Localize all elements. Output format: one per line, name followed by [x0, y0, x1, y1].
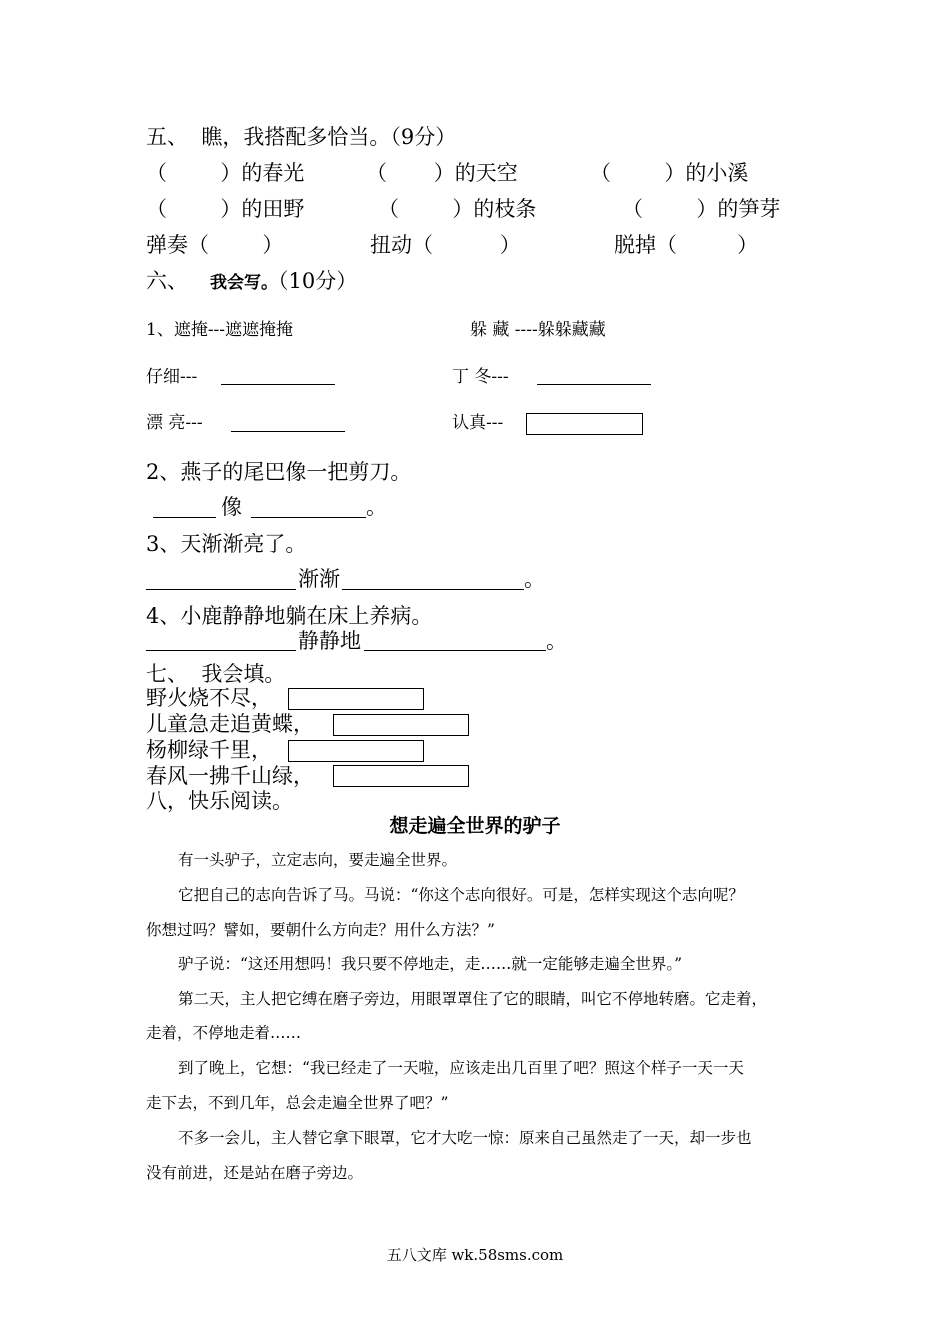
q2-blank-right[interactable] [251, 517, 366, 518]
poem-box-1[interactable] [288, 688, 424, 710]
collocation-6: （ ）的笋芽 [622, 197, 781, 221]
q2-end: 。 [366, 495, 387, 519]
section6-heading [146, 271, 357, 292]
answer-line-piaoliang[interactable] [231, 431, 345, 432]
section6-number: 六、 [146, 269, 188, 293]
q3-blank-left[interactable] [146, 589, 296, 590]
poem-box-3[interactable] [288, 740, 424, 762]
q3-end: 。 [524, 567, 545, 591]
q2-blank-left[interactable] [153, 517, 216, 518]
answer-line-zixi[interactable] [221, 384, 335, 385]
collocation-3: （ ）的小溪 [590, 161, 749, 185]
question-4: 4、小鹿静静地躺在床上养病。 [146, 604, 433, 628]
collocation-9: 脱掉（ ） [614, 233, 759, 257]
poem-box-2[interactable] [333, 714, 469, 736]
collocation-7: 弹奏（ ） [146, 233, 284, 257]
poem-line-3: 杨柳绿千里， [146, 738, 272, 762]
ex1-right: 躲 藏 ----躲躲藏藏 [470, 320, 606, 340]
section8-heading: 八，快乐阅读。 [146, 789, 293, 813]
poem-box-4[interactable] [333, 765, 469, 787]
q4-end: 。 [546, 629, 567, 653]
story-paragraph-5a: 到了晚上，它想：“我已经走了一天啦，应该走出几百里了吧？照这个样子一天一天 [178, 1059, 744, 1077]
collocation-5: （ ）的枝条 [378, 197, 537, 221]
collocation-4: （ ）的田野 [146, 197, 305, 221]
story-paragraph-6a: 不多一会儿，主人替它拿下眼罩，它才大吃一惊：原来自己虽然走了一天，却一步也 [178, 1129, 752, 1147]
story-title: 想走遍全世界的驴子 [389, 815, 561, 837]
section5-heading: 五、 瞧，我搭配多恰当。（9分） [146, 125, 457, 149]
poem-line-1: 野火烧不尽， [146, 686, 272, 710]
story-paragraph-4b: 走着，不停地走着…… [146, 1024, 302, 1042]
word-zixi: 仔细--- [146, 367, 198, 387]
story-paragraph-1: 有一头驴子，立定志向，要走遍全世界。 [178, 851, 458, 869]
word-renzhen: 认真--- [452, 413, 504, 433]
ex1-left: 1、遮掩---遮遮掩掩 [146, 320, 294, 340]
q3-blank-right[interactable] [342, 589, 524, 590]
story-paragraph-6b: 没有前进，还是站在磨子旁边。 [146, 1164, 364, 1182]
section7-heading: 七、 我会填。 [146, 662, 286, 686]
question-2: 2、燕子的尾巴像一把剪刀。 [146, 460, 412, 484]
q3-mid: 渐渐 [298, 567, 340, 591]
word-dingdong: 丁 冬--- [452, 367, 509, 387]
footer-watermark: 五八文库 wk.58sms.com [386, 1246, 564, 1264]
q4-blank-left[interactable] [146, 650, 296, 651]
answer-line-dingdong[interactable] [537, 384, 651, 385]
poem-line-2: 儿童急走追黄蝶， [146, 712, 314, 736]
collocation-1: （ ）的春光 [146, 161, 305, 185]
poem-line-4: 春风一拂千山绿， [146, 764, 314, 788]
story-paragraph-5b: 走下去，不到几年，总会走遍全世界了吧？” [146, 1094, 449, 1112]
word-piaoliang: 漂 亮--- [146, 413, 203, 433]
collocation-2: （ ）的天空 [366, 161, 518, 185]
story-paragraph-4a: 第二天，主人把它缚在磨子旁边，用眼罩罩住了它的眼睛，叫它不停地转磨。它走着， [178, 990, 768, 1008]
answer-box-renzhen[interactable] [526, 413, 643, 435]
q4-mid: 静静地 [298, 629, 361, 653]
section6-title: 我会写。 [210, 273, 278, 293]
story-paragraph-2b: 你想过吗？譬如，要朝什么方向走？用什么方法？” [146, 921, 495, 939]
question-3: 3、天渐渐亮了。 [146, 532, 307, 556]
q2-mid: 像 [221, 495, 242, 519]
story-paragraph-2a: 它把自己的志向告诉了马。马说：“你这个志向很好。可是，怎样实现这个志向呢？ [178, 886, 744, 904]
section6-score: （10分） [278, 269, 358, 293]
q4-blank-right[interactable] [364, 650, 546, 651]
collocation-8: 扭动（ ） [370, 233, 521, 257]
story-paragraph-3: 驴子说：“这还用想吗！我只要不停地走，走……就一定能够走遍全世界。” [178, 955, 683, 973]
